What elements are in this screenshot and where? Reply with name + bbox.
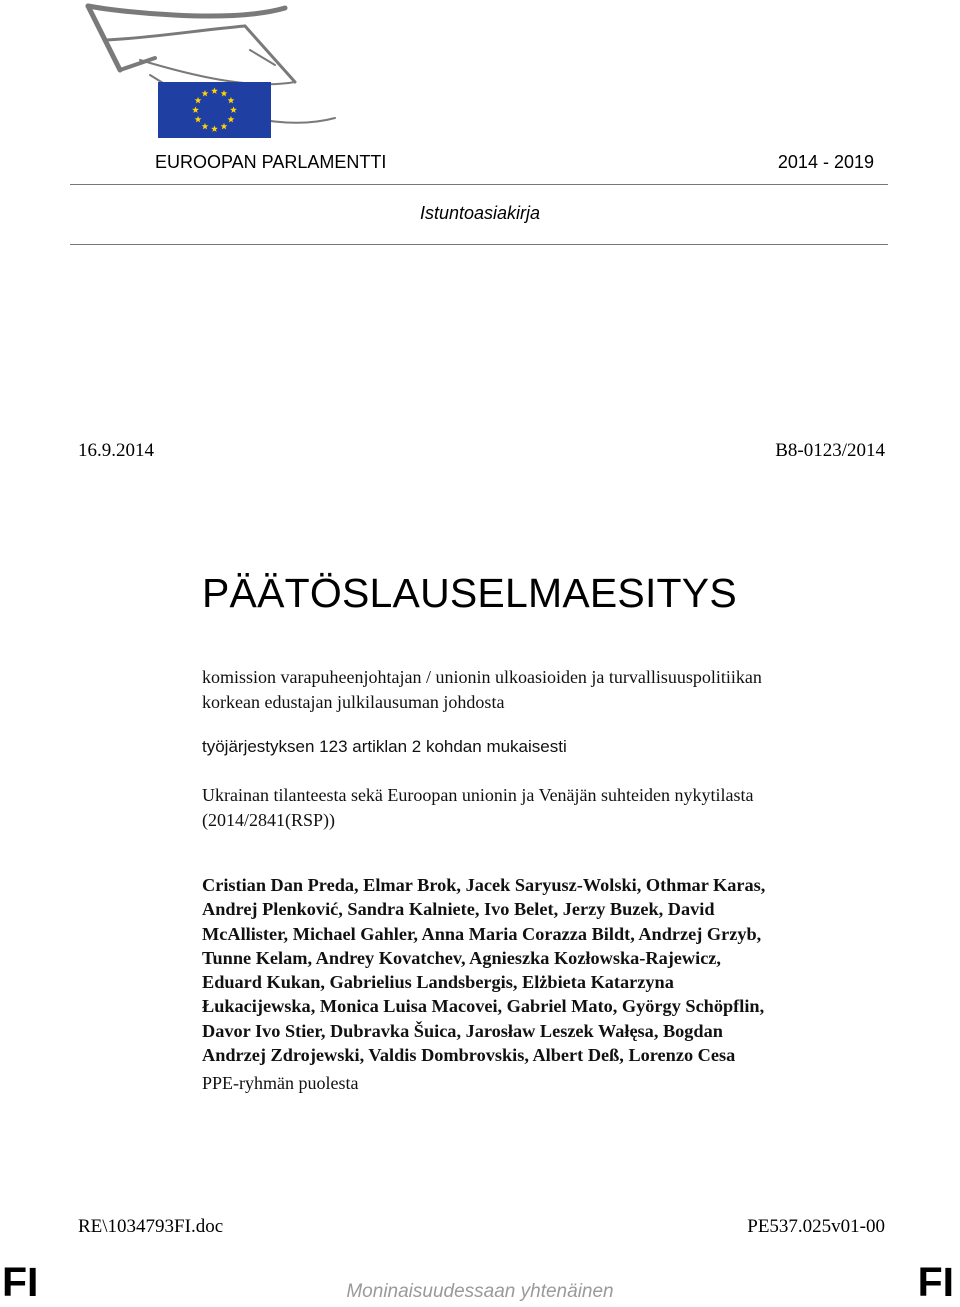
authors-line: Andrej Plenković, Sandra Kalniete, Ivo Belet, Jerzy Buzek, David: [202, 899, 715, 920]
eu-motto: Moninaisuudessaan yhtenäinen: [346, 1281, 614, 1302]
pe-reference: PE537.025v01-00: [747, 1216, 885, 1237]
authors-line: Andrzej Zdrojewski, Valdis Dombrovskis, Albert Deß, Lorenzo Cesa: [202, 1045, 736, 1066]
authors-line: Cristian Dan Preda, Elmar Brok, Jacek Saryusz-Wolski, Othmar Karas,: [202, 875, 766, 895]
topic-text: [202, 783, 892, 832]
authors-line: Eduard Kukan, Gabrielius Landsbergis, Elżbieta Katarzyna: [202, 972, 674, 993]
subject-text: [202, 665, 892, 714]
procedure-number: (2014/2841(RSP)): [202, 809, 336, 830]
european-parliament-logo: [80, 0, 370, 145]
page-title: PÄÄTÖSLAUSELMAESITYS: [202, 570, 737, 616]
institution-name: EUROOPAN PARLAMENTTI: [155, 152, 387, 172]
rule-reference: työjärjestyksen 123 artiklan 2 kohdan mukaisesti: [202, 737, 567, 756]
authors-line: Tunne Kelam, Andrey Kovatchev, Agnieszka Kozłowska-Rajewicz,: [202, 947, 721, 968]
parliamentary-term: 2014 - 2019: [777, 152, 874, 172]
political-group: PPE-ryhmän puolesta: [202, 1073, 359, 1093]
document-number: B8-0123/2014: [775, 440, 885, 461]
authors-line: McAllister, Michael Gahler, Anna Maria Corazza Bildt, Andrzej Grzyb,: [202, 923, 762, 944]
language-code-left: FI: [2, 1259, 39, 1305]
language-code-right: FI: [917, 1259, 954, 1305]
subject-line: komission varapuheenjohtajan / unionin ulkoasioiden ja turvallisuuspolitiikan: [202, 667, 762, 687]
document-type: Istuntoasiakirja: [419, 203, 541, 223]
header-divider: [70, 184, 888, 185]
header-divider: [70, 244, 888, 245]
authors-line: Davor Ivo Stier, Dubravka Šuica, Jarosław Leszek Wałęsa, Bogdan: [202, 1020, 723, 1041]
authors-line: Łukacijewska, Monica Luisa Macovei, Gabriel Mato, György Schöpflin,: [202, 996, 765, 1017]
subject-line: korkean edustajan julkilausuman johdosta: [202, 691, 505, 712]
topic-line: Ukrainan tilanteesta sekä Euroopan unionin ja Venäjän suhteiden nykytilasta: [202, 785, 754, 805]
eu-flag-icon: [158, 82, 271, 138]
file-reference: RE\1034793FI.doc: [78, 1216, 224, 1237]
header-row: [155, 152, 874, 173]
footer-row: [78, 1216, 885, 1238]
document-date: 16.9.2014: [78, 440, 154, 461]
authors-list: [202, 873, 892, 1067]
meta-row: [78, 440, 885, 462]
